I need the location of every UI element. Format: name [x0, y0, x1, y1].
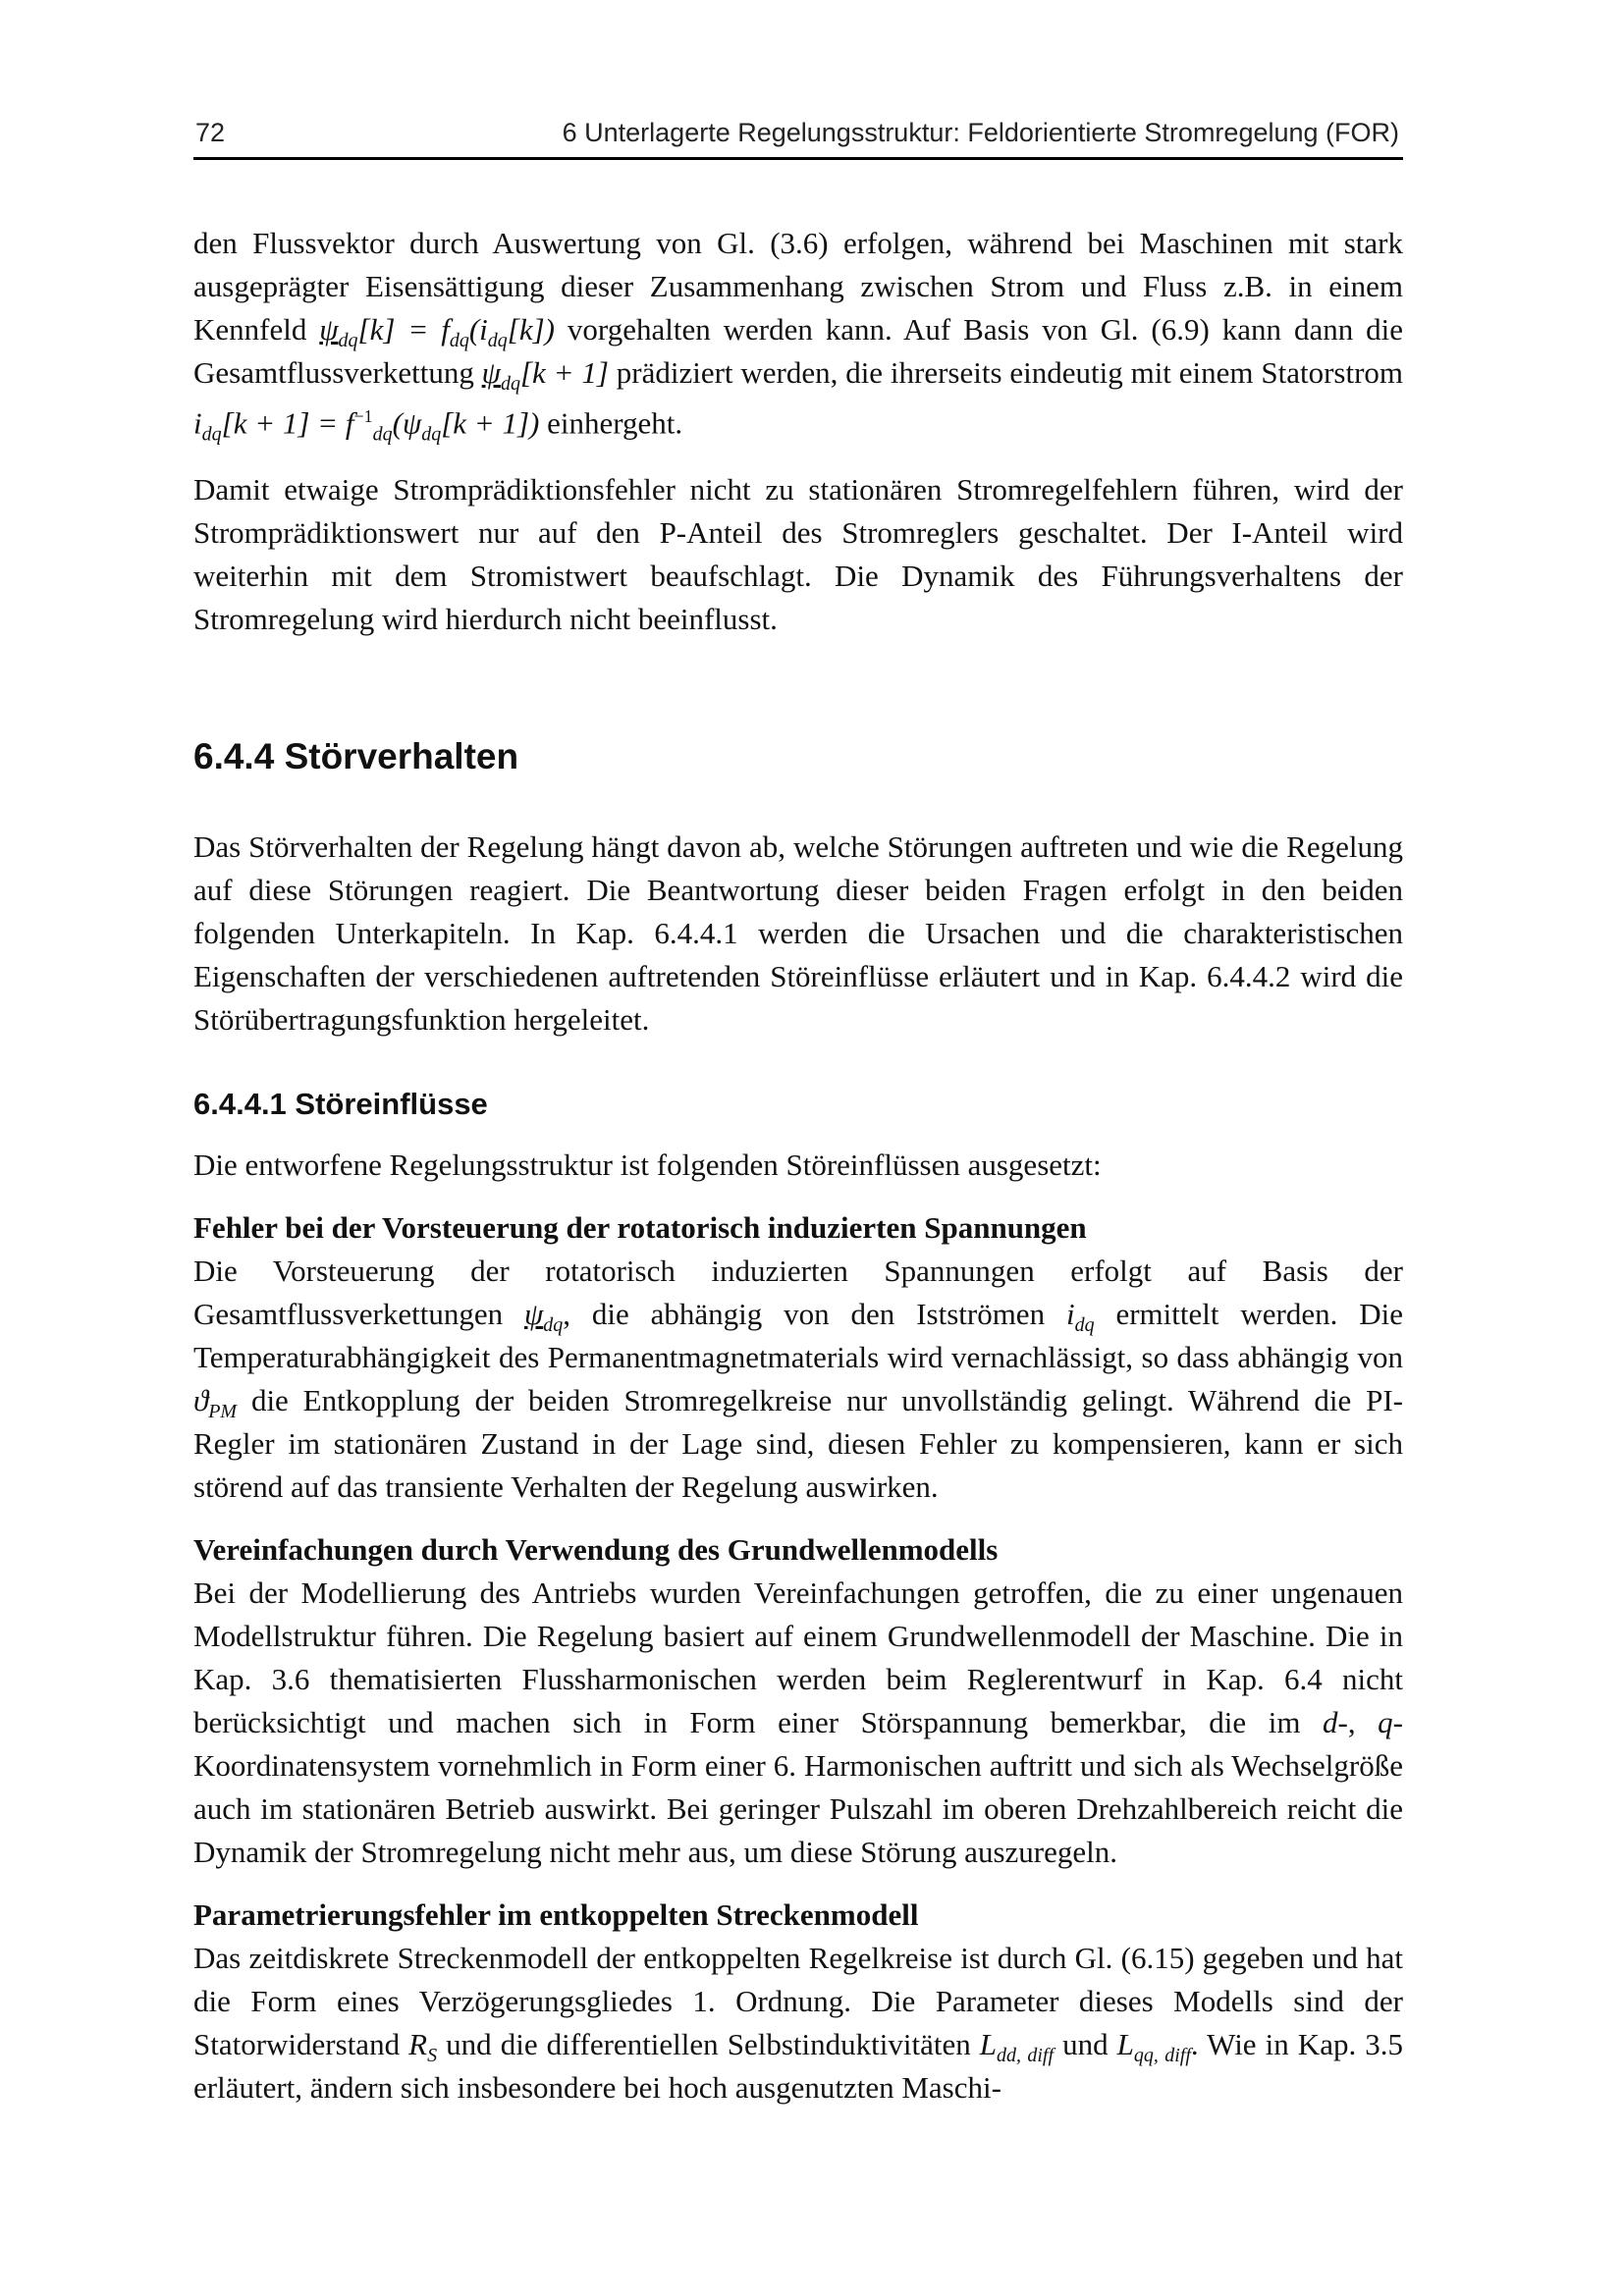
- paragraph-prediction-error: Damit etwaige Stromprädiktionsfehler nicht zu stationären Stromregelfehlern führen, wird der Stromprädiktionswert nur auf den P-Anteil des Stromreglers geschaltet. Der I-Anteil wird weiterhin mit dem Stromistwert beaufschlagt. Die Dynamik des Führungsverhaltens der Stromregelung wird hierdurch nicht beeinflusst.: [193, 472, 1403, 637]
- running-title: 6 Unterlagerte Regelungsstruktur: Feldorientierte Stromregelung (FOR): [562, 118, 1399, 147]
- paragraph-parametrization-error: Das zeitdiskrete Streckenmodell der entkoppelten Regelkreise ist durch Gl. (6.15) gegeben und hat die Form eines Verzögerungsgliedes 1. Ordnung. Die Parameter dieses Modells sind der Statorwiderstand $R_S$ und die differentiellen Selbstinduktivitäten $L_{dd, diff}$ und $L_{qq, diff}$. Wie in Kap. 3.5 erläutert, ändern sich insbesondere bei hoch ausgenutzten Maschi-: [193, 1941, 1404, 2106]
- bold-heading-fundamental-model: Vereinfachungen durch Verwendung des Grundwellenmodells: [193, 1532, 999, 1568]
- bold-heading-feedforward-error: Fehler bei der Vorsteuerung der rotatorisch induzierten Spannungen: [193, 1210, 1087, 1246]
- section-heading: 6.4.4 Störverhalten: [193, 736, 519, 777]
- paragraph-disturbance-intro: Das Störverhalten der Regelung hängt davon ab, welche Störungen auftreten und wie die Regelung auf diese Störungen reagiert. Die Beantwortung dieser beiden Fragen erfolgt in den beiden folgenden Unterkapiteln. In Kap. 6.4.4.1 werden die Ursachen und die charakteristischen Eigenschaften der verschiedenen auftretenden Störeinflüsse erläutert und in Kap. 6.4.4.2 wird die Störübertragungsfunktion hergeleitet.: [193, 829, 1403, 1038]
- subsection-heading: 6.4.4.1 Störeinflüsse: [193, 1087, 488, 1122]
- page-body: [193, 222, 1403, 2109]
- page-header: [193, 114, 1403, 160]
- paragraph-disturbance-list-intro: Die entworfene Regelungsstruktur ist folgenden Störeinflüssen ausgesetzt:: [193, 1148, 1102, 1183]
- paragraph-fundamental-model: Bei der Modellierung des Antriebs wurden Vereinfachungen getroffen, die zu einer ungenauen Modellstruktur führen. Die Regelung basiert auf einem Grundwellenmodell der Maschine. Die in Kap. 3.6 thematisierten Flussharmonischen werden beim Reglerentwurf in Kap. 6.4 nicht berücksichtigt und machen sich in Form einer Störspannung bemerkbar, die im d-, q-Koordinatensystem vornehmlich in Form einer 6. Harmonischen auftritt und sich als Wechselgröße auch im stationären Betrieb auswirkt. Bei geringer Pulszahl im oberen Drehzahlbereich reicht die Dynamik der Stromregelung nicht mehr aus, um diese Störung auszuregeln.: [193, 1575, 1403, 1870]
- bold-heading-parametrization-error: Parametrierungsfehler im entkoppelten Streckenmodell: [193, 1897, 919, 1933]
- paragraph-flux-prediction: den Flussvektor durch Auswertung von Gl. (3.6) erfolgen, während bei Maschinen mit stark ausgeprägter Eisensättigung dieser Zusammenhang zwischen Strom und Fluss z.B. in einem Kennfeld $\psi_{dq}[k] = f_{dq}(i_{dq}[k])$ vorgehalten werden kann. Auf Basis von Gl. (6.9) kann dann die Gesamtflussverkettung $\psi_{dq}[k + 1]$ prädiziert werden, die ihrerseits eindeutig mit einem Statorstrom $i_{dq}[k + 1] = f^{-1}_{dq}(\psi_{dq}[k + 1])$ einhergeht.: [193, 226, 1404, 446]
- paragraph-feedforward-error: Die Vorsteuerung der rotatorisch induzierten Spannungen erfolgt auf Basis der Gesamtflussverkettungen $\psi_{dq}$, die abhängig von den Istströmen $i_{dq}$ ermittelt werden. Die Temperaturabhängigkeit des Permanentmagnetmaterials wird vernachlässigt, so dass abhängig von $ϑ_{PM}$ die Entkopplung der beiden Stromregelkreise nur unvollständig gelingt. Während die PI-Regler im stationären Zustand in der Lage sind, diesen Fehler zu kompensieren, kann er sich störend auf das transiente Verhalten der Regelung auswirken.: [193, 1254, 1403, 1505]
- page-number: 72: [195, 118, 226, 147]
